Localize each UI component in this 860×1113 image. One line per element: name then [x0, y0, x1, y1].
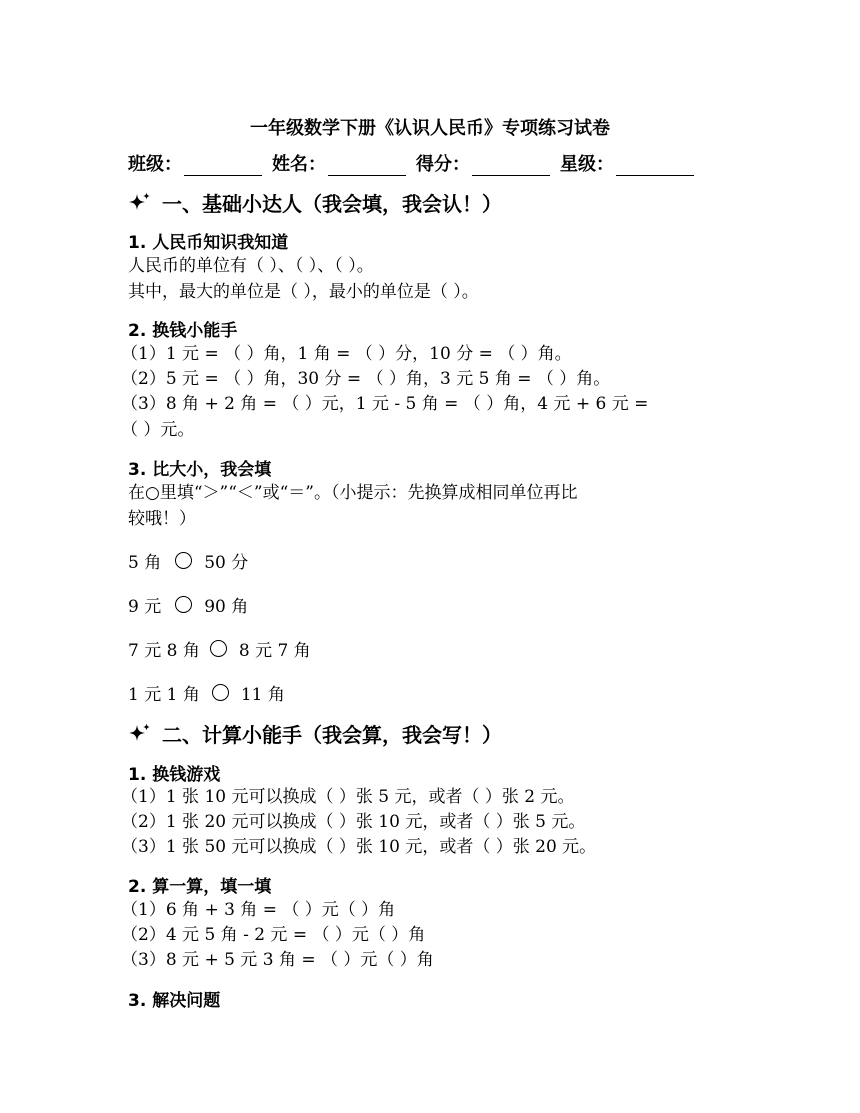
s2-q1-line3: （3）1 张 50 元可以换成（ ）张 10 元，或者（ ）张 20 元。	[121, 837, 597, 857]
s2-q1-line1: （1）1 张 10 元可以换成（ ）张 5 元，或者（ ）张 2 元。	[121, 787, 575, 807]
score-blank	[472, 157, 550, 176]
compare-item	[128, 592, 248, 619]
compare-right: 90 角	[204, 597, 249, 617]
s1-q3-title: 3. 比大小，我会填	[128, 460, 272, 480]
answer-circle[interactable]	[212, 684, 229, 701]
score-label: 得分：	[416, 154, 470, 175]
s2-q1-line2: （2）1 张 20 元可以换成（ ）张 10 元，或者（ ）张 5 元。	[121, 812, 586, 832]
answer-circle[interactable]	[175, 596, 192, 613]
name-label: 姓名：	[272, 154, 326, 175]
compare-left: 9 元	[128, 597, 162, 617]
star-field	[560, 150, 694, 176]
s1-q1-line1: 人民币的单位有（ ）、（ ）、（ ）。	[128, 256, 374, 276]
star-label: 星级：	[560, 154, 614, 175]
sparkle-icon	[128, 191, 152, 215]
s1-q2-line2: （2）5 元 = （ ）角，30 分 = （ ）角，3 元 5 角 = （ ）角。	[121, 369, 611, 389]
s1-q3-instruction-1: 在○里填“＞”“＜”或“＝”。（小提示：先换算成相同单位再比	[128, 483, 578, 503]
answer-circle[interactable]	[210, 640, 227, 657]
s2-q2-title: 2. 算一算，填一填	[128, 877, 272, 897]
answer-circle[interactable]	[175, 552, 192, 569]
compare-item	[128, 680, 285, 707]
compare-item	[128, 548, 248, 575]
name-blank	[328, 157, 406, 176]
compare-item	[128, 636, 311, 663]
s2-q2-line1: （1）6 角 + 3 角 = （ ）元（ ）角	[121, 900, 396, 920]
compare-left: 5 角	[128, 553, 162, 573]
s1-q1-line2: 其中，最大的单位是（ ），最小的单位是（ ）。	[128, 282, 479, 302]
section1-title: 一、基础小达人（我会填，我会认！）	[162, 192, 502, 216]
name-field	[272, 150, 406, 176]
section2-heading	[128, 719, 502, 748]
s2-q2-line2: （2）4 元 5 角 - 2 元 = （ ）元（ ）角	[121, 925, 426, 945]
compare-right: 8 元 7 角	[238, 641, 311, 661]
page-title: 一年级数学下册《认识人民币》专项练习试卷	[250, 118, 610, 139]
compare-right: 50 分	[204, 553, 249, 573]
s1-q2-line3: （3）8 角 + 2 角 = （ ）元，1 元 - 5 角 = （ ）角，4 元 + 6 元 =	[121, 394, 649, 414]
s2-q1-title: 1. 换钱游戏	[128, 765, 221, 785]
star-blank	[616, 157, 694, 176]
compare-right: 11 角	[240, 685, 285, 705]
section1-heading	[128, 188, 502, 217]
section2-title: 二、计算小能手（我会算，我会写！）	[162, 723, 502, 747]
student-info-row	[128, 150, 704, 176]
s2-q3-title: 3. 解决问题	[128, 991, 221, 1011]
compare-left: 1 元 1 角	[128, 685, 200, 705]
s1-q3-instruction-2: 较哦！）	[128, 509, 196, 529]
class-blank	[184, 157, 262, 176]
s1-q2-title: 2. 换钱小能手	[128, 321, 238, 341]
class-field	[128, 150, 262, 176]
class-label: 班级：	[128, 154, 182, 175]
s1-q2-line1: （1）1 元 = （ ）角，1 角 = （ ）分，10 分 = （ ）角。	[121, 344, 572, 364]
sparkle-icon	[128, 722, 152, 746]
s2-q2-line3: （3）8 元 + 5 元 3 角 = （ ）元（ ）角	[121, 950, 434, 970]
score-field	[416, 150, 550, 176]
s1-q2-line4: （ ）元。	[121, 420, 195, 440]
s1-q1-title: 1. 人民币知识我知道	[128, 233, 289, 253]
compare-left: 7 元 8 角	[128, 641, 200, 661]
